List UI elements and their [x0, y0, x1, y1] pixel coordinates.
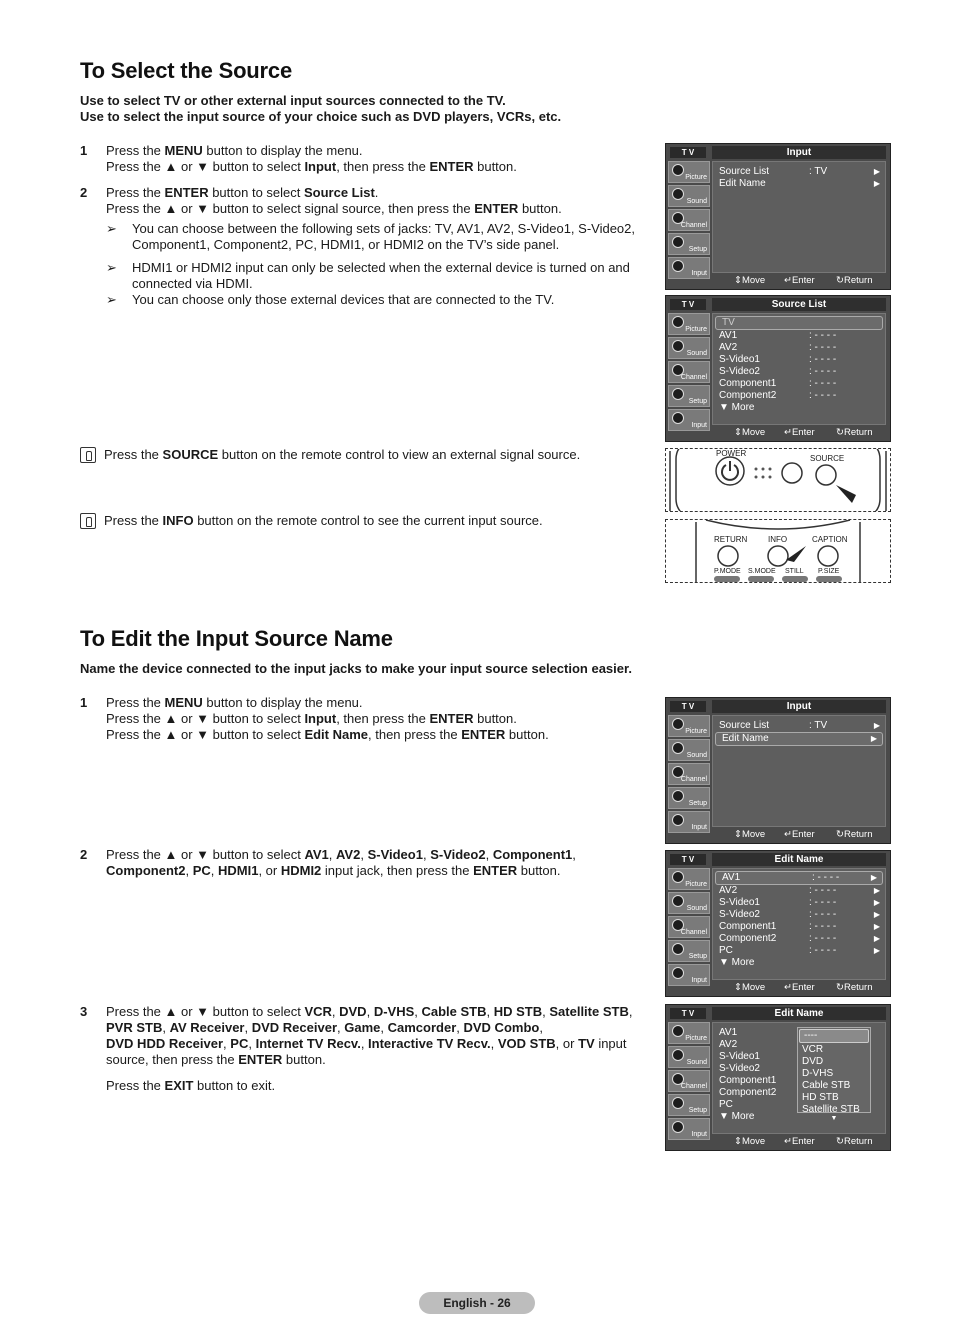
- step-line: source, then press the ENTER button.: [106, 1052, 326, 1067]
- osd-menu-item[interactable]: S-Video2: [719, 1063, 760, 1074]
- return-label: RETURN: [714, 535, 748, 544]
- osd-footer: [712, 829, 886, 841]
- step-line: DVD HDD Receiver, PC, Internet TV Recv., Interactive TV Recv., VOD STB, or TV input: [106, 1036, 627, 1051]
- osd-side-setup[interactable]: Setup: [668, 940, 710, 962]
- osd-side-channel[interactable]: Channel: [668, 916, 710, 938]
- return-hint: ↻ Return: [836, 982, 873, 993]
- osd-side-channel[interactable]: Channel: [668, 361, 710, 383]
- step-line: Press the ▲ or ▼ button to select AV1, AV2, S-Video1, S-Video2, Component1,: [106, 847, 576, 862]
- intro-line-1: Use to select TV or other external input sources connected to the TV.: [80, 93, 506, 108]
- osd-menu-item[interactable]: PC : - - - - ▶: [719, 945, 880, 956]
- osd-header: Input: [712, 146, 886, 159]
- setup-icon: [672, 943, 684, 955]
- right-arrow-icon: ▶: [873, 934, 880, 943]
- osd-header: Edit Name: [712, 1007, 886, 1020]
- osd-tv-label: T V: [670, 299, 706, 310]
- enter-hint: ↵ Enter: [784, 982, 815, 993]
- right-arrow-icon: ▶: [870, 734, 877, 743]
- osd-sidebar: [668, 313, 710, 433]
- osd-sidebar: [668, 161, 710, 281]
- osd-edit-name-popup-menu: [665, 1004, 891, 1151]
- dropdown-option[interactable]: DVD: [802, 1056, 824, 1067]
- osd-edit-name-menu: [665, 850, 891, 997]
- osd-side-picture[interactable]: Picture: [668, 715, 710, 737]
- remote-hand-icon: [80, 513, 96, 529]
- input-icon: [672, 967, 684, 979]
- osd-main: [712, 161, 886, 273]
- source-label: SOURCE: [810, 454, 845, 463]
- osd-menu-item[interactable]: AV1: [719, 1027, 738, 1038]
- remote-illustration: [666, 520, 890, 582]
- osd-menu-item[interactable]: Component2 : - - - - ▶: [719, 933, 880, 944]
- step-line: Press the ▲ or ▼ button to select VCR, DVD, D-VHS, Cable STB, HD STB, Satellite STB,: [106, 1004, 633, 1019]
- section-title-edit-name: To Edit the Input Source Name: [80, 626, 393, 651]
- caption-label: CAPTION: [812, 535, 848, 544]
- remote-info-picture: [665, 519, 891, 583]
- osd-more-item[interactable]: ▼ More: [719, 1111, 755, 1122]
- setup-icon: [672, 236, 684, 248]
- input-icon: [672, 814, 684, 826]
- osd-main: [712, 715, 886, 827]
- remote-illustration: [666, 449, 890, 511]
- info-label: INFO: [768, 535, 788, 544]
- osd-menu-item[interactable]: Component2 : - - - -: [719, 390, 837, 401]
- note-arrow-icon: ➢: [106, 260, 117, 275]
- osd-sidebar: [668, 715, 710, 835]
- dropdown-option[interactable]: VCR: [802, 1044, 824, 1055]
- osd-main: [712, 868, 886, 980]
- osd-header: Source List: [712, 298, 886, 311]
- osd-footer: [712, 275, 886, 287]
- enter-hint: ↵ Enter: [784, 275, 815, 286]
- osd-side-picture[interactable]: Picture: [668, 313, 710, 335]
- enter-hint: ↵ Enter: [784, 1136, 815, 1147]
- sound-icon: [672, 188, 684, 200]
- step-line: Press the ENTER button to select Source List.: [106, 185, 379, 200]
- right-arrow-icon: ▶: [873, 886, 880, 895]
- pmode-label: P.MODE: [714, 568, 741, 575]
- osd-side-sound[interactable]: Sound: [668, 892, 710, 914]
- osd-side-input[interactable]: Input: [668, 964, 710, 986]
- psize-label: P.SIZE: [818, 568, 840, 575]
- input-icon: [672, 1121, 684, 1133]
- osd-more-item[interactable]: ▼ More: [719, 402, 755, 413]
- picture-icon: [672, 871, 684, 883]
- osd-menu-item[interactable]: AV1 : - - - - ▶: [715, 871, 883, 885]
- osd-main: [712, 1022, 886, 1134]
- step-2: [80, 185, 650, 217]
- osd-side-input[interactable]: Input: [668, 811, 710, 833]
- step-2: [80, 847, 650, 879]
- osd-menu-item[interactable]: AV2 : - - - - ▶: [719, 885, 880, 896]
- still-label: STILL: [785, 568, 804, 575]
- osd-input-menu: [665, 697, 891, 844]
- osd-side-setup[interactable]: Setup: [668, 1094, 710, 1116]
- right-arrow-icon: ▶: [873, 179, 880, 188]
- osd-tv-label: T V: [670, 701, 706, 712]
- osd-tv-label: T V: [670, 854, 706, 865]
- setup-icon: [672, 1097, 684, 1109]
- intro-text: [80, 93, 680, 125]
- enter-hint: ↵ Enter: [784, 829, 815, 840]
- dropdown-option[interactable]: D-VHS: [802, 1068, 834, 1079]
- osd-menu-item[interactable]: Component2: [719, 1087, 777, 1098]
- osd-side-picture[interactable]: Picture: [668, 161, 710, 183]
- osd-footer: [712, 1136, 886, 1148]
- move-hint: ⇕ Move: [734, 1136, 766, 1147]
- right-arrow-icon: ▶: [873, 922, 880, 931]
- step-number: 1: [80, 143, 88, 158]
- osd-side-setup[interactable]: Setup: [668, 385, 710, 407]
- return-hint: ↻ Return: [836, 427, 873, 438]
- remote-source-picture: [665, 448, 891, 512]
- input-icon: [672, 412, 684, 424]
- osd-header: Input: [712, 700, 886, 713]
- osd-menu-item[interactable]: AV1 : - - - -: [719, 330, 837, 341]
- osd-sidebar: [668, 1022, 710, 1142]
- power-label: POWER: [716, 449, 747, 458]
- right-arrow-icon: ▶: [873, 910, 880, 919]
- osd-sidebar: [668, 868, 710, 988]
- return-hint: ↻ Return: [836, 829, 873, 840]
- step-1: [80, 695, 650, 743]
- step-1: [80, 143, 650, 175]
- osd-side-sound[interactable]: Sound: [668, 337, 710, 359]
- page-number: English - 26: [419, 1292, 535, 1314]
- smode-label: S.MODE: [748, 568, 776, 575]
- note-arrow-icon: ➢: [106, 292, 117, 307]
- osd-side-channel[interactable]: Channel: [668, 1070, 710, 1092]
- step-line: Press the EXIT button to exit.: [106, 1078, 276, 1093]
- setup-icon: [672, 790, 684, 802]
- move-hint: ⇕ Move: [734, 982, 766, 993]
- osd-side-picture[interactable]: Picture: [668, 1022, 710, 1044]
- picture-icon: [672, 1025, 684, 1037]
- tip-info: Press the INFO button on the remote control to see the current input source.: [80, 513, 543, 530]
- osd-footer: [712, 427, 886, 439]
- step-line: Press the ▲ or ▼ button to select signal source, then press the ENTER button.: [106, 201, 562, 216]
- dropdown-option[interactable]: HD STB: [802, 1092, 839, 1103]
- osd-menu-item[interactable]: AV2: [719, 1039, 738, 1050]
- device-name-dropdown[interactable]: [797, 1027, 871, 1122]
- dropdown-option[interactable]: Satellite STB: [802, 1104, 860, 1115]
- osd-header: Edit Name: [712, 853, 886, 866]
- sound-icon: [672, 742, 684, 754]
- note: ➢ You can choose only those external devices that are connected to the TV.: [106, 292, 555, 307]
- osd-side-input[interactable]: Input: [668, 257, 710, 279]
- osd-source-list-menu: [665, 295, 891, 442]
- return-hint: ↻ Return: [836, 275, 873, 286]
- step-line: PVR STB, AV Receiver, DVD Receiver, Game, Camcorder, DVD Combo,: [106, 1020, 543, 1035]
- osd-side-sound[interactable]: Sound: [668, 185, 710, 207]
- sound-icon: [672, 895, 684, 907]
- dropdown-option[interactable]: Cable STB: [802, 1080, 851, 1091]
- intro-line-2: Use to select the input source of your choice such as DVD players, VCRs, etc.: [80, 109, 562, 124]
- osd-menu-item[interactable]: TV: [715, 316, 883, 330]
- dropdown-scroll-down-icon[interactable]: ▼: [830, 1115, 838, 1122]
- note: ➢ You can choose between the following sets of jacks: TV, AV1, AV2, S-Video1, S-Video2, Component1, Component2, PC, HDMI1, or HDMI2 on the TV’s side panel.: [106, 221, 636, 252]
- osd-menu-item[interactable]: PC: [719, 1099, 733, 1110]
- intro-text: Name the device connected to the input jacks to make your input source selection easier.: [80, 661, 632, 676]
- osd-side-input[interactable]: Input: [668, 1118, 710, 1140]
- osd-menu-item[interactable]: Source List : TV ▶: [719, 720, 880, 731]
- osd-menu-item[interactable]: Edit Name ▶: [715, 732, 883, 746]
- osd-side-input[interactable]: Input: [668, 409, 710, 431]
- move-hint: ⇕ Move: [734, 275, 766, 286]
- osd-menu-item[interactable]: S-Video2 : - - - - ▶: [719, 909, 880, 920]
- step-line: Component2, PC, HDMI1, or HDMI2 input jack, then press the ENTER button.: [106, 863, 561, 878]
- enter-hint: ↵ Enter: [784, 427, 815, 438]
- remote-hand-icon: [80, 447, 96, 463]
- step-line: Press the ▲ or ▼ button to select Input, then press the ENTER button.: [106, 711, 517, 726]
- step-number: 2: [80, 185, 88, 200]
- osd-menu-item[interactable]: Edit Name ▶: [719, 178, 880, 189]
- osd-more-item[interactable]: ▼ More: [719, 957, 755, 968]
- osd-menu-item[interactable]: Source List : TV ▶: [719, 166, 880, 177]
- step-number: 3: [80, 1004, 88, 1019]
- osd-side-picture[interactable]: Picture: [668, 868, 710, 890]
- osd-side-sound[interactable]: Sound: [668, 1046, 710, 1068]
- osd-menu-item[interactable]: S-Video1 : - - - - ▶: [719, 897, 880, 908]
- picture-icon: [672, 718, 684, 730]
- osd-side-channel[interactable]: Channel: [668, 209, 710, 231]
- return-hint: ↻ Return: [836, 1136, 873, 1147]
- osd-tv-label: T V: [670, 1008, 706, 1019]
- input-icon: [672, 260, 684, 272]
- step-number: 2: [80, 847, 88, 862]
- right-arrow-icon: ▶: [873, 721, 880, 730]
- osd-input-menu: [665, 143, 891, 290]
- osd-menu-item[interactable]: S-Video1 : - - - -: [719, 354, 837, 365]
- step-3: [80, 1004, 650, 1094]
- osd-menu-item[interactable]: Component1 : - - - - ▶: [719, 921, 880, 932]
- tip-source: Press the SOURCE button on the remote control to view an external signal source.: [80, 447, 580, 464]
- osd-main: [712, 313, 886, 425]
- step-line: Press the MENU button to display the menu.: [106, 143, 363, 158]
- setup-icon: [672, 388, 684, 400]
- osd-side-setup[interactable]: Setup: [668, 787, 710, 809]
- osd-side-channel[interactable]: Channel: [668, 763, 710, 785]
- step-line: Press the ▲ or ▼ button to select Edit Name, then press the ENTER button.: [106, 727, 549, 742]
- osd-footer: [712, 982, 886, 994]
- right-arrow-icon: ▶: [870, 873, 877, 882]
- move-hint: ⇕ Move: [734, 427, 766, 438]
- right-arrow-icon: ▶: [873, 898, 880, 907]
- move-hint: ⇕ Move: [734, 829, 766, 840]
- osd-menu-item[interactable]: AV2 : - - - -: [719, 342, 837, 353]
- step-line: Press the MENU button to display the menu.: [106, 695, 363, 710]
- osd-menu-item[interactable]: Component1: [719, 1075, 777, 1086]
- section-title-select-source: To Select the Source: [80, 58, 292, 83]
- sound-icon: [672, 1049, 684, 1061]
- osd-menu-item[interactable]: Component1 : - - - -: [719, 378, 837, 389]
- right-arrow-icon: ▶: [873, 946, 880, 955]
- dropdown-option[interactable]: ----: [799, 1029, 869, 1043]
- picture-icon: [672, 316, 684, 328]
- osd-side-setup[interactable]: Setup: [668, 233, 710, 255]
- osd-menu-item[interactable]: S-Video1: [719, 1051, 760, 1062]
- osd-tv-label: T V: [670, 147, 706, 158]
- sound-icon: [672, 340, 684, 352]
- step-number: 1: [80, 695, 88, 710]
- step-line: Press the ▲ or ▼ button to select Input, then press the ENTER button.: [106, 159, 517, 174]
- note: ➢ HDMI1 or HDMI2 input can only be selected when the external device is turned on and connected via HDMI.: [106, 260, 630, 291]
- osd-menu-item[interactable]: S-Video2 : - - - -: [719, 366, 837, 377]
- osd-side-sound[interactable]: Sound: [668, 739, 710, 761]
- picture-icon: [672, 164, 684, 176]
- note-arrow-icon: ➢: [106, 221, 117, 236]
- right-arrow-icon: ▶: [873, 167, 880, 176]
